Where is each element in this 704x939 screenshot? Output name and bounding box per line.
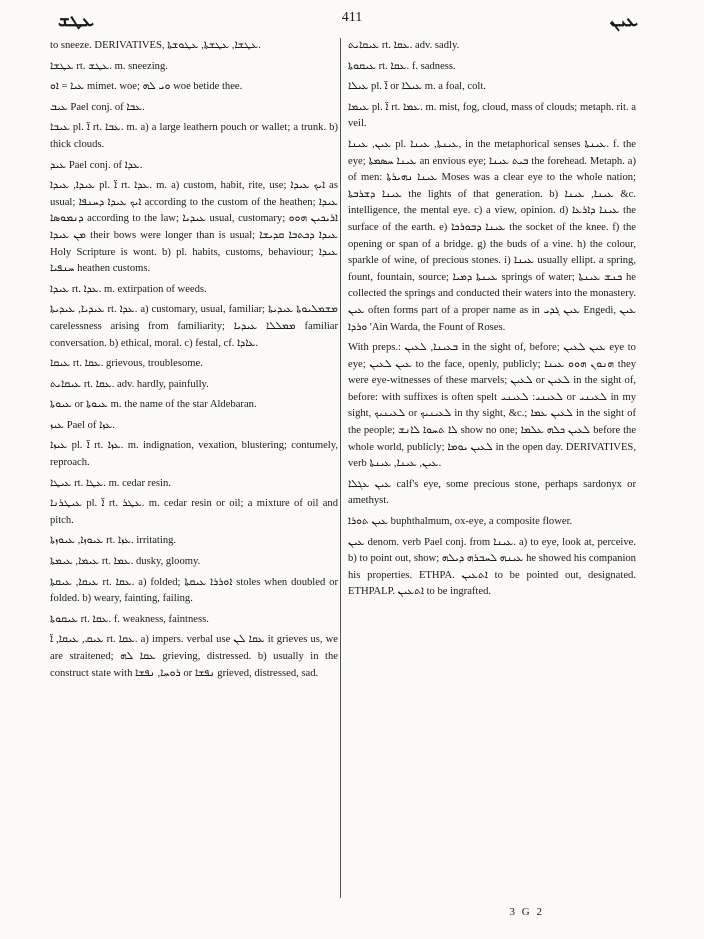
left-entry-14: ܥܝܙܐ pl. ܐ̈ rt. ܥܙܐ. m. indignation, vexation, blustering; contumely, reproach. (50, 440, 338, 469)
right-column (348, 38, 636, 898)
left-column (50, 38, 338, 898)
header-left-word: ܥܛܫ (58, 10, 94, 30)
left-entry-19: ܥܝܩܐ, ܥܝܩܬܐ rt. ܥܩܐ. a) folded; ܐܘܪܪܐ ܥܝܩܬܐ stoles when doubled or folded. b) weary, fainting, failing. (50, 576, 338, 605)
signature-mark: 3 G 2 (509, 906, 544, 918)
left-entry-8: ܥܝܕܐ rt. ܥܕܐ. m. extirpation of weeds. (50, 283, 207, 295)
right-entry-4: ܥܝܡܐ pl. ܐ̈ rt. ܥܡܐ. m. mist, fog, cloud, mass of clouds; metaph. rit. a veil. (348, 101, 636, 130)
left-entry-20: ܥܝܩܘܬܐ rt. ܥܩܐ. f. weakness, faintness. (50, 613, 209, 625)
left-entry-21: ܥܝܩ, ܥܝܩܐ, ܐ̈ rt. ܥܩܐ. a) impers. verbal use ܥܩܐ ܠܢ it grieves us, we are straitened; ܥܩܐ ܠܗ grieving, distressed. b) usually in the construct state with ܪܘܚܐ, ܢܦܫܐ or ܢܦܫܐ grieved, distressed, sad. (50, 634, 338, 679)
column-divider (340, 38, 341, 898)
right-entry-2: ܥܝܩܘܬܐ rt. ܥܩܐ. f. sadness. (348, 60, 456, 72)
left-entry-12: ܥܝܘܬܐ or ܥܝܘܬܐ m. the name of the star Aldebaran. (50, 399, 257, 411)
left-entry-7: ܥܝܕܐ, ܥܝܕܐ pl. ܐ̈ rt. ܥܕܐ. m. a) custom, habit, rite, use; ܐܝܟ ܥܝܕܐ as usual; ܐܝܟ ܥܝܕܐ ܕܚܢܦܐ according to the custom of the heathen; ܥܝܕܐ ܕܢܡܘܣܐ according to the law; ܥܝܕܝܐ usual, customary; ܐܪܝܟܝܢ ܗܘܘ ܡܢ ܥܝܕܐ their bows were longer than is usual; ܥܝܕܐ ܕܟܬܒܐ ܩܕܝܫܐ Holy Scripture is wont. b) pl. habits, customs, behaviour; ܥܝܕܐ ܚܢܦܝܐ heathen customs. (50, 180, 338, 275)
right-entry-9: ܥܝܢ denom. verb Pael conj. from ܥܝܢܐ. a) to eye, look at, perceive. b) to point out, show; ܥܝܢܗ ܠܚܒܪܗ ܕܝܠܗ he showed his companion his properties. ETHPA. ܐܬܥܝܢ to be pointed out, designated. ETHPALP. ܐܬܥܝܢ to be ingrafted. (348, 536, 636, 598)
left-entry-2: ܥܛܫܐ rt. ܥܛܫ. m. sneezing. (50, 60, 168, 72)
left-entry-11: ܥܝܩܐܝܬ rt. ܥܩܐ. adv. hardly, painfully. (50, 378, 209, 390)
left-entry-18: ܥܝܡܐ, ܥܝܡܬܐ rt. ܥܡܐ. dusky, gloomy. (50, 556, 201, 568)
left-entry-10: ܥܝܩܐ rt. ܥܩܐ. grievous, troublesome. (50, 358, 203, 370)
right-entry-7: ܥܝܢ ܥܓܠܐ calf's eye, some precious stone, perhaps sardonyx or amethyst. (348, 478, 636, 507)
left-entry-4: ܥܝܒ Pael conj. of ܥܒܐ. (50, 101, 145, 113)
right-entry-8: ܥܝܢ ܬܘܪܐ buphthalmum, ox-eye, a composite flower. (348, 516, 573, 528)
right-entry-1: ܥܝܩܐܝܬ rt. ܥܩܐ. adv. sadly. (348, 40, 460, 51)
right-entry-5: ܥܝܢ, ܥܝܢܐ pl. ܥܝܢܬܐ, ܥܝܢܐ, in the metaphorical senses ܥܝܢܬܐ. f. the eye; ܥܝܢܐ ܚܣܡܬܐ an envious eye; ܒܝܬ ܥܝܢܐ the forehead. Metaph. a) of men: ܥܝܢܐ ܢܗܝܪܬܐ Moses was a clear eye to the whole nation; ܥܝܢܐ ܕܫܪܒܬܐ the lights of that generation. b) ܥܝܢܐ, ܥܝܢܐ &c. intelligence, the mental eye. c) a view, opinion. d) ܥܝܢܐ ܕܐܪܥܐ the surface of the earth. e) ܥܝܢܐ ܕܒܘܪܟܐ the socket of the knee. f) the opening or span of a bridge. g) the buds of a vine. h) the colour, sparkle of wine, of precious stones. i) ܥܝܢܐ usually ellipt. a spring, fount, fountain, source; ܥܝܢܬܐ ܕܡܝܐ springs of water; ܟܢܫ ܥܝܢܬܐ he collected the springs and conducted their waters into the monastery. ܥܝܢ often forms part of a proper name as in ܥܝܢ ܓܕܝ Engedi, ܥܝܢ ܘܪܕܐ 'Ain Warda, the Fount of Roses. (348, 138, 636, 333)
header-right-word: ܥܝܢ (609, 10, 638, 30)
right-entry-6: With preps.: ܒܥܝܢܐ, ܠܥܝܢ in the sight of, before; ܥܝܢ ܠܥܝܢ eye to eye; ܥܝܢ ܠܥܝܢ to the face, openly, publicly; ܗܢܘܢ ܗܘܘ ܥܝܢܐ they were eye-witnesses of these marvels; ܠܥܝܢ or ܠܥܝܢ in the sight of, before: with suffixes is often spelt ܠܥܝܢܝ: ܠܥܝܢܝ or ܠܥܝܢܝ in my sight, ܠܥܝܢܝܟ or ܠܥܝܢܝܟ in thy sight, &c.; ܠܥܝܢ ܥܡܐ in the sight of the people; ܠܐ ܬܚܘܐ ܠܐܢܫ show no one; ܠܥܝܢ ܟܠܗ ܥܠܡܐ before the whole world, publicly; ܠܥܝܢ ܝܘܡܐ in the open day. DERIVATIVES, verb ܥܝܢ, ܥܝܢܐ, ܥܝܢܬܐ. (348, 342, 636, 470)
left-entry-6: ܥܝܕ Pael conj. of ܥܕܐ. (50, 159, 143, 171)
page-header (0, 8, 704, 36)
page-number: 411 (341, 10, 363, 25)
left-entry-13: ܥܝܙ Pael of ܥܙܐ. (50, 419, 115, 431)
left-entry-17: ܥܝܘܙܐ, ܥܝܘܙܬܐ rt. ܥܙܐ. irritating. (50, 535, 177, 547)
left-entry-9: ܥܝܕܝܐ, ܥܝܕܝܬܐ rt. ܥܕܐ. a) customary, usual, familiar; ܡܫܡܠܝܘܬܐ ܥܝܕܝܬܐ carelessness arising from familiarity; ܡܡܠܠܐ ܥܝܕܝܐ familiar conversation. b) ethical, moral. c) festal, cf. ܥܐܕܐ. (50, 304, 338, 349)
right-entry-3: ܥܝܠܐ pl. ܐ̈ or ܥܝܠܐ m. a foal, colt. (348, 81, 486, 93)
left-entry-1: to sneeze. DERIVATIVES, ܥܛܫܐ, ܥܛܫܬܐ, ܥܛܘܫܬܐ. (50, 40, 261, 51)
left-entry-15: ܥܝܛܐ rt. ܥܛܐ. m. cedar resin. (50, 477, 171, 489)
left-entry-16: ܥܝܛܪܢܐ pl. ܐ̈ rt. ܥܛܪ. m. cedar resin or oil; a mixture of oil and pitch. (50, 498, 338, 526)
left-entry-5: ܥܝܒܐ pl. ܐ̈ rt. ܥܒܐ. m. a) a large leathern pouch or wallet; a trunk. b) thick clouds. (50, 122, 338, 150)
left-entry-3: ܥܝܐ = ܐܘ mimet. woe; ܘܝ ܠܗ woe betide thee. (50, 81, 243, 93)
